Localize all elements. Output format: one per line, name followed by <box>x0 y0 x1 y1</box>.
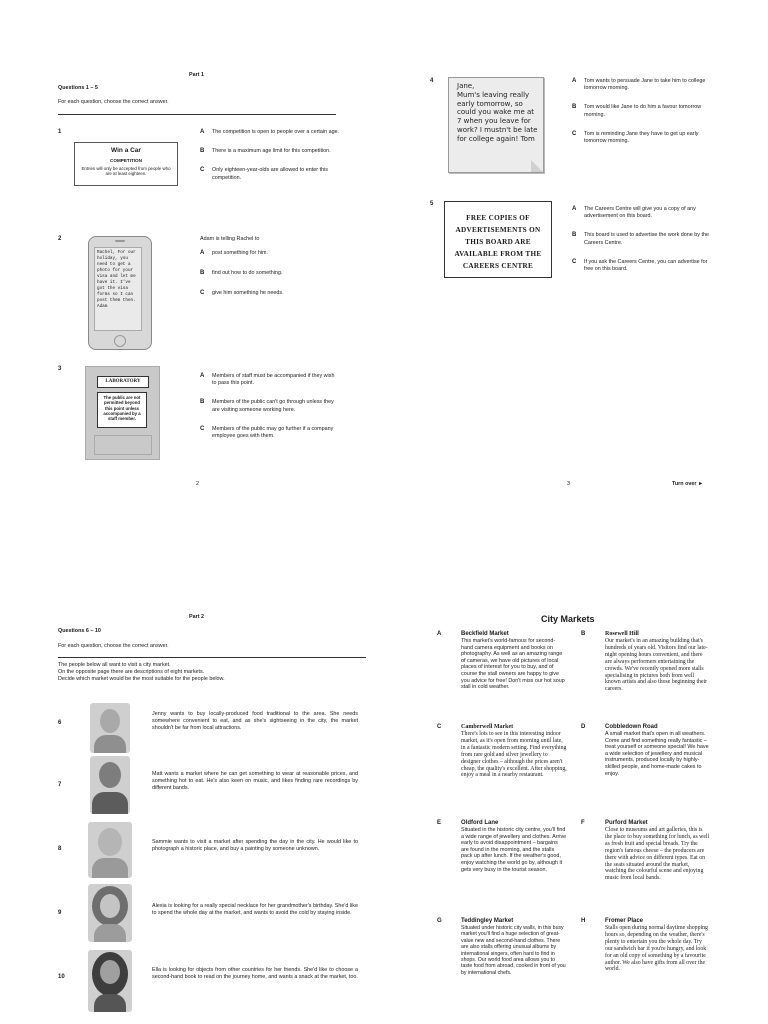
page-number: 2 <box>196 481 199 487</box>
person-photo <box>90 703 130 753</box>
option-text: Tom wants to persuade Jane to take him to college tomorrow morning. <box>584 78 706 92</box>
handwritten-note <box>448 77 544 173</box>
market-c <box>437 724 567 779</box>
competition-notice <box>74 142 178 186</box>
options-q5 <box>572 206 712 273</box>
options-q1 <box>200 129 340 182</box>
market-name: Camberwell Market <box>461 724 514 730</box>
divider <box>58 657 366 658</box>
careers-notice-text: FREE COPIES OF ADVERTISEMENTS ON THIS BOARD ARE AVAILABLE FROM THE CAREERS CENTRE <box>454 214 542 270</box>
door-panel <box>94 435 152 455</box>
laboratory-door <box>85 366 160 460</box>
option-a[interactable] <box>572 78 712 92</box>
option-b[interactable] <box>200 399 340 413</box>
option-text: The Careers Centre will give you a copy of any advertisement on this board. <box>584 206 696 220</box>
market-letter: A <box>437 631 442 637</box>
option-c[interactable] <box>200 290 340 297</box>
option-letter: B <box>200 399 205 406</box>
option-text: post something for him. <box>212 250 269 256</box>
question-number: 8 <box>58 846 62 852</box>
option-letter: A <box>572 206 577 212</box>
option-text: Tom is reminding Jane they have to get up early tomorrow morning. <box>584 130 699 145</box>
option-letter: A <box>200 373 205 379</box>
notice-body: Entries will only be accepted from people who are at least eighteen. <box>81 166 171 177</box>
market-name: Beckfield Market <box>461 631 509 637</box>
option-letter: A <box>200 250 205 256</box>
market-name: Cobbledown Road <box>605 724 658 730</box>
person-description: Alexia is looking for a really special necklace for her grandmother's birthday. She'd like to spend the whole day at the market, and wants to avoid the cold by staying inside. <box>152 903 358 917</box>
option-letter: C <box>200 290 205 297</box>
option-letter: C <box>572 258 577 265</box>
options-q4 <box>572 78 712 145</box>
market-description: This market's world-famous for second-hand camera equipment and books on photography. As well as an amazing range of cameras, we have old pictures of local places of interest for you to buy, and of course the stall owners are happy to give you advice for free! Don't miss our hot soup stall in cold weather. <box>461 638 565 691</box>
option-a[interactable] <box>200 129 340 136</box>
shoulders-shape <box>94 924 126 942</box>
divider <box>58 114 336 115</box>
option-letter: B <box>200 148 205 155</box>
option-b[interactable] <box>572 104 712 118</box>
market-d <box>581 724 711 777</box>
person-description: Ella is looking for objects from other countries for her friends. She'd like to choose a second-hand book to read on the journey home, and wants a snack at the market, too. <box>152 967 358 981</box>
notice-title: Win a Car <box>111 147 141 154</box>
shoulders-shape <box>92 858 128 878</box>
market-name: Purford Market <box>605 820 648 826</box>
person-photo <box>88 884 132 942</box>
option-text: There is a maximum age limit for this competition. <box>212 148 331 155</box>
question-number: 6 <box>58 720 62 726</box>
question-number: 7 <box>58 782 62 788</box>
part2-intro: The people below all want to visit a city market. On the opposite page there are descriptions of eight markets. Decide which market would be the most suitable for the people below. <box>58 662 225 683</box>
question-number: 4 <box>430 78 434 84</box>
market-description: Stalls open during normal daytime shopping hours so, depending on the weather, there's plenty to entertain you the whole day. Try our sandwich bar if you're hungry, and look for an old copy of something by a favourite author. We also have gifts from all over the world. <box>605 925 708 973</box>
questions-label: Questions 6 – 10 <box>58 628 101 634</box>
shoulders-shape <box>94 994 126 1012</box>
options-q3 <box>200 373 340 440</box>
option-letter: C <box>200 167 205 174</box>
question-number: 10 <box>58 974 65 980</box>
option-b[interactable] <box>200 270 340 277</box>
question-number: 2 <box>58 236 62 242</box>
option-c[interactable] <box>200 426 340 440</box>
sign-body: The public are not permitted beyond this point unless accompanied by a staff member. <box>97 392 147 428</box>
shoulders-shape <box>92 792 128 814</box>
city-markets-title: City Markets <box>541 614 595 624</box>
option-letter: B <box>572 232 577 239</box>
option-c[interactable] <box>572 259 712 273</box>
person-photo <box>88 950 132 1012</box>
option-text: If you ask the Careers Centre, you can advertise for free on this board. <box>584 258 708 273</box>
market-description: Situated under historic city walls, in this busy market you'll find a huge selection of great-value new and second-hand clothes. There are also stalls offering unusual albums by international singers, often hard to find in shops. Our world food area allows you to taste food from abroad, cooked in front of you by international chefs. <box>461 925 566 976</box>
option-text: Tom would like Jane to do him a favour tomorrow morning. <box>584 104 702 118</box>
option-text: find out how to do something. <box>212 270 283 277</box>
face-shape <box>99 762 121 788</box>
question-number: 1 <box>58 129 62 135</box>
question-number: 5 <box>430 201 434 207</box>
option-letter: B <box>200 270 205 277</box>
market-name: Rosewell Hill <box>605 631 639 637</box>
market-name: Teddingley Market <box>461 918 514 924</box>
page-number: 3 <box>567 481 570 487</box>
market-letter: C <box>437 724 442 730</box>
questions-label: Questions 1 – 5 <box>58 85 98 91</box>
phone-home-button <box>114 335 126 347</box>
option-a[interactable] <box>572 206 712 220</box>
face-shape <box>98 828 122 856</box>
person-photo <box>90 756 130 814</box>
market-letter: D <box>581 724 586 730</box>
option-text: This board is used to advertise the work done by the Careers Centre. <box>584 232 709 246</box>
face-shape <box>100 960 120 984</box>
part2-heading: Part 2 <box>189 614 204 620</box>
option-a[interactable] <box>200 250 340 257</box>
market-letter: B <box>581 631 586 637</box>
person-description: Matt wants a market where he can get something to wear at reasonable prices, and something hot to eat. He's also keen on music, and likes finding rare recordings by different bands. <box>152 771 358 792</box>
option-letter: A <box>200 129 205 135</box>
option-a[interactable] <box>200 373 340 387</box>
market-letter: G <box>437 918 442 924</box>
market-a <box>437 631 567 691</box>
option-text: Members of the public can't go through unless they are visiting someone working here. <box>212 399 334 413</box>
sign-title: LABORATORY <box>97 376 149 388</box>
market-description: A small market that's open in all weathers. Come and find something really fantastic – treat yourself or someone special! We have a wide selection of jewellery and musical instruments, produced locally by highly-skilled people, and home-made cakes to enjoy. <box>605 731 709 777</box>
part1-heading: Part 1 <box>189 72 204 78</box>
market-e <box>437 820 567 873</box>
person-description: Sammie wants to visit a market after spending the day in the city. He would like to photograph a historic place, and buy a painting by someone unknown. <box>152 839 358 853</box>
face-shape <box>100 894 120 918</box>
market-letter: F <box>581 820 585 826</box>
option-text: Members of staff must be accompanied if they wish to pass this point. <box>212 373 335 387</box>
person-description: Jenny wants to buy locally-produced food traditional to the area. She needs somewhere convenient to eat, and as she's sightseeing in the city, the market shouldn't be far from local attractions. <box>152 711 358 732</box>
option-letter: A <box>572 78 577 84</box>
question-number: 9 <box>58 910 62 916</box>
option-letter: C <box>200 425 205 432</box>
market-h <box>581 918 711 973</box>
option-text: Members of the public may go further if a company employee goes with them. <box>212 425 334 440</box>
question-number: 3 <box>58 366 62 372</box>
turn-over-label: Turn over ► <box>672 481 704 487</box>
option-text: The competition is open to people over a certain age. <box>212 129 340 135</box>
market-b <box>581 631 711 693</box>
notice-subtitle: COMPETITION <box>110 158 142 163</box>
phone-message: Rachel, For our holiday, you need to get a photo for your visa and let me have it. I've got the visa forms so I can post them then. Adam <box>94 247 142 331</box>
careers-notice <box>444 201 552 278</box>
instruction: For each question, choose the correct answer. <box>58 99 169 105</box>
market-name: Oldford Lane <box>461 820 499 826</box>
market-letter: H <box>581 918 586 924</box>
market-letter: E <box>437 820 442 826</box>
market-description: There's lots to see in this interesting indoor market, as it's open from morning until late, in a fantastic modern setting. Find everything from rare gold and silver jewellery to designer clothes – although the prices aren't cheap, the quality's excellent. After shopping, enjoy a meal in a nearby restaurant. <box>461 731 567 779</box>
option-letter: B <box>572 104 577 111</box>
market-name: Fromer Place <box>605 918 644 924</box>
option-letter: C <box>572 130 577 137</box>
shoulders-shape <box>94 735 126 753</box>
market-description: Close to museums and art galleries, this is the place to buy something for lunch, as well as fresh fruit and special breads. Try the region's famous cheese – the producers are there with advice on different types. Eat on the seats situated around the market, watching the colourful scene and enjoying music from local bands. <box>605 827 710 882</box>
market-description: Situated in the historic city centre, you'll find a wide range of jewellery and clothes. Arrive early to avoid disappointment – bargains are found in the morning, and the stalls pack up after lunch. If the weather's good, enjoy watching the world go by, although it gets very busy in the tourist season. <box>461 827 567 873</box>
market-g <box>437 918 567 976</box>
market-description: Our market's in an amazing building that's hundreds of years old. Visitors find our late-night opening hours convenient, and there are always performers entertaining the crowds. We've recently opened more stalls specialising in pictures both from well known artists and also those beginning their careers. <box>605 638 708 693</box>
person-photo <box>88 822 132 878</box>
face-shape <box>100 709 120 733</box>
option-text: Only eighteen-year-olds are allowed to enter this competition. <box>212 167 328 181</box>
q2-intro: Adam is telling Rachel to <box>200 236 260 242</box>
options-q2 <box>200 250 340 298</box>
market-f <box>581 820 711 882</box>
option-c[interactable] <box>200 167 340 181</box>
option-text: give him something he needs. <box>212 290 284 297</box>
phone-speaker <box>115 240 125 242</box>
page-curl <box>531 160 543 172</box>
option-b[interactable] <box>572 232 712 246</box>
instruction: For each question, choose the correct answer. <box>58 643 169 649</box>
note-text: Jane, Mum's leaving really early tomorrow, so could you wake me at 7 when you leave for work? I mustn't be late for college again! Tom <box>457 82 538 143</box>
option-c[interactable] <box>572 131 712 145</box>
option-b[interactable] <box>200 148 340 155</box>
phone-image <box>88 236 152 350</box>
